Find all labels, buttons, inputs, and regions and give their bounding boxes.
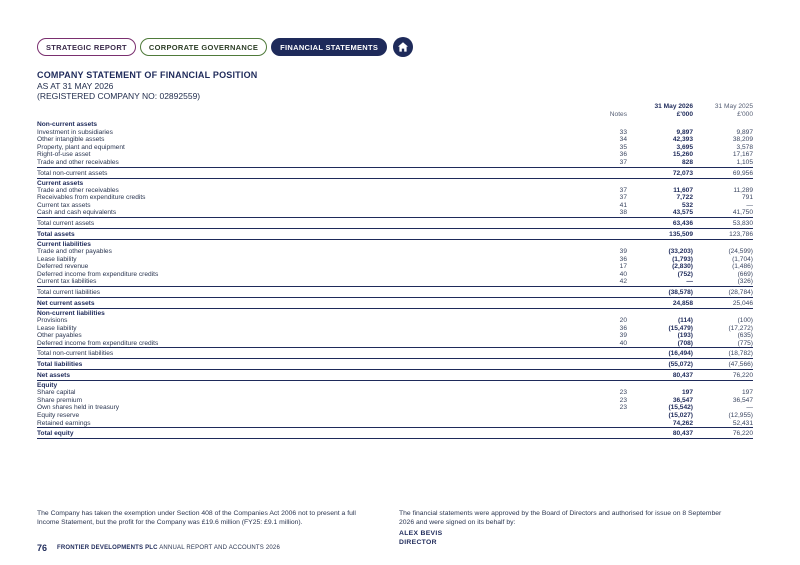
footnote-exemption: The Company has taken the exemption under Section 408 of the Companies Act 2006 not to present a full Income Statement, but the profit for the Company was £19.6 million (FY25: £9.1 million).	[37, 510, 356, 526]
row-current-value: —	[686, 278, 693, 286]
row-label: Investment in subsidiaries	[37, 128, 113, 136]
row-prior-value: (24,599)	[728, 247, 753, 255]
row-current-value: 80,437	[672, 372, 693, 380]
report-name: ANNUAL REPORT AND ACCOUNTS 2026	[159, 545, 281, 551]
nav-strategic-report[interactable]: STRATEGIC REPORT	[37, 38, 136, 56]
table-row	[37, 420, 753, 428]
prior-year-header: 31 May 2025	[714, 103, 753, 110]
row-label: Equity reserve	[37, 412, 80, 420]
subtotal-row	[37, 347, 753, 358]
row-note: 23	[619, 404, 627, 412]
report-footer	[57, 545, 280, 551]
row-current-value: 7,722	[676, 194, 693, 202]
row-current-value: 135,509	[669, 230, 693, 238]
row-current-value: (752)	[677, 270, 693, 278]
row-label: Lease liability	[37, 255, 77, 263]
row-label: Share premium	[37, 396, 83, 404]
row-note: 23	[619, 396, 627, 404]
row-prior-value: (12,955)	[728, 412, 753, 420]
row-current-value: (114)	[677, 316, 693, 324]
row-current-value: 42,393	[672, 136, 693, 144]
row-current-value: 63,436	[672, 219, 693, 227]
table-row	[37, 278, 753, 286]
home-button[interactable]	[393, 37, 413, 57]
row-current-value: 36,547	[672, 396, 693, 404]
row-label: Net current assets	[37, 299, 95, 307]
row-label: Other intangible assets	[37, 136, 105, 144]
row-current-value: 43,575	[672, 209, 693, 217]
total-row	[37, 228, 753, 239]
row-prior-value: 123,786	[729, 230, 753, 238]
row-prior-value: (18,782)	[728, 350, 753, 358]
signer-name: ALEX BEVIS	[399, 530, 443, 537]
row-note: 23	[619, 389, 627, 397]
row-prior-value: 53,830	[732, 219, 753, 227]
row-label: Other payables	[37, 332, 82, 340]
nav-financial-statements[interactable]: FINANCIAL STATEMENTS	[271, 38, 387, 56]
row-prior-value: 9,897	[736, 128, 753, 136]
table-row	[37, 144, 753, 152]
row-prior-value: 11,289	[733, 186, 753, 194]
section-heading	[37, 178, 753, 187]
row-label: Total assets	[37, 230, 75, 238]
row-prior-value: —	[746, 404, 753, 412]
row-label: Retained earnings	[37, 419, 91, 427]
table-row	[37, 317, 753, 325]
row-prior-value: 3,578	[736, 143, 753, 151]
table-row	[37, 209, 753, 217]
row-current-value: 74,262	[672, 419, 693, 427]
table-row	[37, 263, 753, 271]
row-note: 34	[619, 136, 627, 144]
row-prior-value: 36,547	[732, 396, 753, 404]
row-label: Total current assets	[37, 219, 95, 227]
total-row	[37, 427, 753, 438]
section-heading	[37, 239, 753, 248]
row-current-value: 532	[681, 201, 693, 209]
row-current-value: (2,830)	[672, 263, 693, 271]
row-prior-value: 41,750	[732, 209, 753, 217]
row-current-value: (193)	[677, 332, 693, 340]
row-prior-value: (28,784)	[728, 288, 753, 296]
row-prior-value: 197	[741, 389, 753, 397]
signer-role: DIRECTOR	[399, 539, 437, 546]
table-row	[37, 256, 753, 264]
row-prior-value: (1,486)	[732, 263, 753, 271]
row-prior-value: (635)	[737, 332, 753, 340]
table-row	[37, 332, 753, 340]
subtotal-row	[37, 286, 753, 297]
row-current-value: 828	[681, 158, 693, 166]
page-title: COMPANY STATEMENT OF FINANCIAL POSITION	[37, 70, 258, 80]
table-body	[37, 121, 753, 438]
row-prior-value: 25,046	[732, 299, 753, 307]
home-icon	[397, 41, 409, 53]
row-note: 20	[619, 316, 627, 324]
row-label: Receivables from expenditure credits	[37, 194, 146, 202]
row-current-value: 3,695	[676, 143, 693, 151]
table-row	[37, 151, 753, 159]
row-current-value: 9,897	[676, 128, 693, 136]
row-label: Right-of-use asset	[37, 151, 91, 159]
prior-unit-header: £'000	[737, 111, 753, 118]
table-header	[37, 103, 753, 121]
row-current-value: (708)	[677, 339, 693, 347]
section-heading	[37, 380, 753, 389]
row-prior-value: 38,209	[732, 136, 753, 144]
page-subtitle-regno: (REGISTERED COMPANY NO: 02892559)	[37, 91, 201, 101]
row-label: Lease liability	[37, 324, 77, 332]
table-row	[37, 325, 753, 333]
nav-corporate-governance[interactable]: CORPORATE GOVERNANCE	[140, 38, 267, 56]
row-label: Current tax assets	[37, 201, 91, 209]
row-current-value: (15,542)	[668, 404, 693, 412]
row-current-value: 24,858	[672, 299, 693, 307]
row-current-value: 80,437	[672, 430, 693, 438]
row-current-value: (15,479)	[668, 324, 693, 332]
row-current-value: 15,260	[672, 151, 693, 159]
table-row	[37, 248, 753, 256]
table-row	[37, 202, 753, 210]
subtotal-row	[37, 167, 753, 178]
row-label: Non-current assets	[37, 121, 98, 128]
row-note: 36	[619, 324, 627, 332]
row-prior-value: 69,956	[732, 169, 753, 177]
row-prior-value: 76,220	[732, 372, 753, 380]
row-label: Total liabilities	[37, 361, 83, 369]
row-note: 39	[619, 247, 627, 255]
row-prior-value: (669)	[737, 270, 753, 278]
table-row	[37, 136, 753, 144]
row-label: Deferred income from expenditure credits	[37, 270, 159, 278]
table-row	[37, 271, 753, 279]
row-note: 36	[619, 255, 627, 263]
notes-column-header: Notes	[609, 111, 627, 118]
row-prior-value: 1,105	[736, 158, 753, 166]
row-note: 40	[619, 270, 627, 278]
row-label: Equity	[37, 382, 58, 390]
row-note: 39	[619, 332, 627, 340]
row-prior-value: (47,566)	[728, 361, 753, 369]
row-label: Non-current liabilities	[37, 309, 105, 317]
row-current-value: (33,203)	[668, 247, 693, 255]
row-label: Property, plant and equipment	[37, 143, 125, 151]
current-year-header: 31 May 2026	[654, 103, 693, 110]
company-name: FRONTIER DEVELOPMENTS PLC	[57, 545, 158, 551]
current-unit-header: £'000	[676, 111, 693, 118]
row-label: Total non-current liabilities	[37, 350, 114, 358]
table-row	[37, 159, 753, 167]
page-number: 76	[37, 543, 48, 553]
total-row	[37, 369, 753, 380]
row-label: Cash and cash equivalents	[37, 209, 117, 217]
row-note: 33	[619, 128, 627, 136]
row-note: 42	[619, 278, 627, 286]
row-label: Share capital	[37, 389, 76, 397]
total-row	[37, 358, 753, 369]
section-heading	[37, 121, 753, 129]
table-row	[37, 194, 753, 202]
row-label: Current assets	[37, 179, 84, 187]
row-current-value: (55,072)	[668, 361, 693, 369]
row-note: 36	[619, 151, 627, 159]
row-note: 37	[619, 194, 627, 202]
table-row	[37, 340, 753, 348]
row-label: Net assets	[37, 372, 70, 380]
row-label: Trade and other receivables	[37, 186, 119, 194]
row-current-value: (38,578)	[668, 288, 693, 296]
row-label: Deferred income from expenditure credits	[37, 339, 159, 347]
table-row	[37, 187, 753, 195]
row-label: Current tax liabilities	[37, 278, 97, 286]
row-label: Trade and other receivables	[37, 158, 119, 166]
row-current-value: (15,027)	[668, 412, 693, 420]
row-label: Own shares held in treasury	[37, 404, 120, 412]
row-label: Total non-current assets	[37, 169, 108, 177]
row-label: Total current liabilities	[37, 288, 101, 296]
page-subtitle-date: AS AT 31 MAY 2026	[37, 81, 114, 91]
table-row	[37, 389, 753, 397]
row-note: 41	[619, 201, 627, 209]
row-note: 35	[619, 143, 627, 151]
row-label: Total equity	[37, 430, 74, 438]
total-row	[37, 297, 753, 308]
row-note: 17	[619, 263, 627, 271]
row-note: 37	[619, 186, 627, 194]
table-row	[37, 412, 753, 420]
row-prior-value: (1,704)	[732, 255, 753, 263]
footnote-approval: The financial statements were approved by the Board of Directors and authorised for issue on 8 September 2026 and were signed on its behalf by:	[399, 510, 722, 526]
row-prior-value: (775)	[737, 339, 753, 347]
row-prior-value: (100)	[737, 316, 753, 324]
row-note: 38	[619, 209, 627, 217]
row-prior-value: 76,220	[732, 430, 753, 438]
row-prior-value: (326)	[737, 278, 753, 286]
row-current-value: (16,494)	[668, 350, 693, 358]
row-label: Trade and other payables	[37, 247, 112, 255]
row-note: 37	[619, 158, 627, 166]
row-current-value: 11,607	[673, 186, 693, 194]
row-prior-value: 52,431	[732, 419, 753, 427]
subtotal-row	[37, 217, 753, 228]
row-prior-value: 791	[741, 194, 753, 202]
row-current-value: (1,793)	[672, 255, 693, 263]
financial-position-table	[37, 103, 753, 439]
row-note: 40	[619, 339, 627, 347]
table-row	[37, 404, 753, 412]
row-prior-value: (17,272)	[728, 324, 753, 332]
row-label: Provisions	[37, 316, 68, 324]
row-label: Deferred revenue	[37, 263, 89, 271]
row-current-value: 72,073	[672, 169, 693, 177]
table-row	[37, 397, 753, 405]
section-nav	[37, 37, 413, 57]
row-label: Current liabilities	[37, 240, 91, 248]
row-current-value: 197	[681, 389, 693, 397]
row-prior-value: 17,167	[732, 151, 753, 159]
table-row	[37, 129, 753, 137]
section-heading	[37, 308, 753, 317]
row-prior-value: —	[746, 201, 753, 209]
